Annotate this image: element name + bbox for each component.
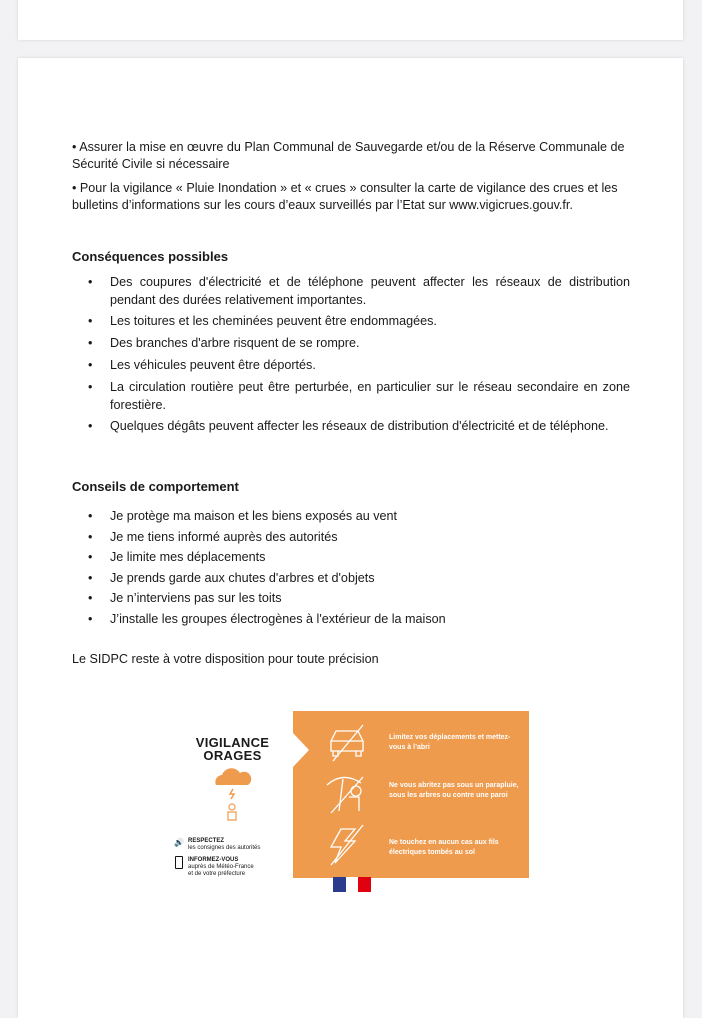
- informez-title: INFORMEZ-VOUS: [188, 857, 239, 863]
- consequences-list: [86, 274, 630, 440]
- conseils-list: [86, 506, 630, 629]
- intro-paragraph-2: • Pour la vigilance « Pluie Inondation » et « crues » consulter la carte de vigilance des crues et les bulletins d’informations sur les cours d’eaux surveillés par l’Etat sur www.vigicrues.gouv.fr.: [72, 181, 618, 212]
- no-umbrella-icon: [325, 771, 369, 815]
- vigilance-orages-infographic: VIGILANCE ORAGES 🔊 RESPECTEZ les consignes des autorités INFORMEZ-VOUS auprès de Météo-France et de votre préfecture Limitez vos déplacements et mettez-vous à l’abri Ne vous abritez pas sous un parapluie, sous les arbres ou contre une paroi Ne touchez en aucun cas aux fils électriques tombés au sol: [170, 711, 530, 891]
- conseils-heading: Conseils de comportement: [72, 479, 239, 494]
- no-car-icon: [325, 721, 369, 765]
- advice-3: Ne touchez en aucun cas aux fils électriques tombés au sol: [389, 839, 499, 856]
- infographic-title: VIGILANCE ORAGES: [195, 735, 270, 763]
- list-item: • Je me tiens informé auprès des autorités: [86, 527, 630, 548]
- advice-panel: [293, 711, 529, 878]
- previous-page: [18, 0, 683, 40]
- speaker-icon: 🔊: [174, 838, 184, 847]
- advice-2: Ne vous abritez pas sous un parapluie, sous les arbres ou contre une paroi: [389, 782, 519, 799]
- intro-paragraph-1: • Assurer la mise en œuvre du Plan Communal de Sauvegarde et/ou de la Réserve Communale de Sécurité Civile si nécessaire: [72, 140, 625, 171]
- list-item: • Quelques dégâts peuvent affecter les réseaux de distribution d'électricité et de téléphone.: [86, 418, 630, 436]
- phone-icon: [175, 856, 183, 869]
- list-item: • J’installe les groupes électrogènes à l'extérieur de la maison: [86, 609, 630, 630]
- advice-1: Limitez vos déplacements et mettez-vous à l’abri: [389, 734, 511, 751]
- respectez-text: les consignes des autorités: [188, 845, 261, 851]
- list-item: • Je protège ma maison et les biens exposés au vent: [86, 506, 630, 527]
- list-item: • Les véhicules peuvent être déportés.: [86, 357, 630, 375]
- list-item: • Des branches d'arbre risquent de se rompre.: [86, 335, 630, 353]
- storm-person-icon: [210, 765, 254, 827]
- list-item: • Je limite mes déplacements: [86, 547, 630, 568]
- list-item: • Les toitures et les cheminées peuvent être endommagées.: [86, 313, 630, 331]
- panel-notch: [293, 733, 309, 767]
- closing-text: Le SIDPC reste à votre disposition pour toute précision: [72, 652, 379, 666]
- consequences-heading: Conséquences possibles: [72, 249, 229, 264]
- list-item: • Je prends garde aux chutes d'arbres et d'objets: [86, 568, 630, 589]
- list-item: • Je n’interviens pas sur les toits: [86, 588, 630, 609]
- list-item: • Des coupures d'électricité et de téléphone peuvent affecter les réseaux de distribution pendant des durées relativement importantes.: [86, 274, 630, 309]
- marianne-logo: [333, 877, 371, 892]
- respectez-title: RESPECTEZ: [188, 838, 225, 844]
- no-electric-wire-icon: [325, 823, 369, 867]
- list-item: • La circulation routière peut être perturbée, en particulier sur le réseau secondaire en zone forestière.: [86, 379, 630, 414]
